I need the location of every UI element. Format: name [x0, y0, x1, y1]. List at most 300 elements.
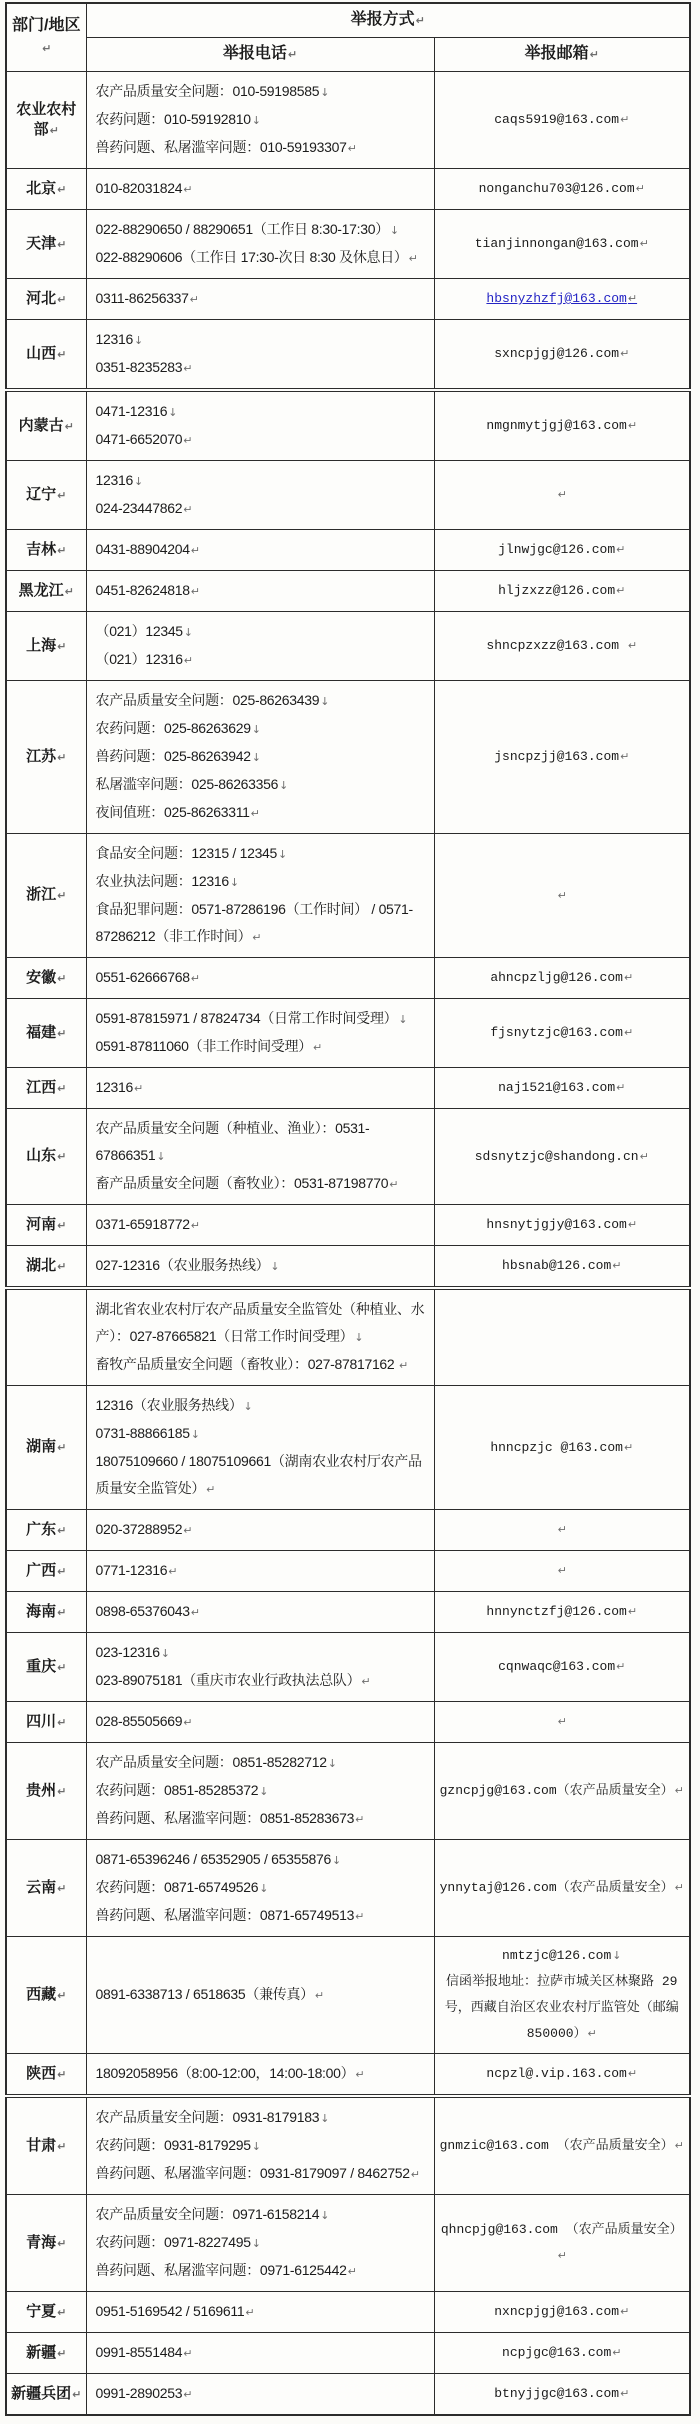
- phone-line: 18075109660 / 18075109661（湖南农业农村厅农产品质量安全监管处）↵: [95, 1453, 422, 1496]
- phone-cell: [86, 169, 434, 210]
- formatting-mark: ↵: [410, 2168, 420, 2181]
- report-contact-table: [5, 2, 691, 2416]
- email-cell: [434, 612, 690, 681]
- email-cell: [434, 958, 690, 999]
- email-line: [439, 1517, 686, 1543]
- email-cell: [434, 1743, 690, 1840]
- email-line: hbsnab@126.com↵: [502, 1258, 622, 1273]
- phone-line: 0891-6338713 / 6518635（兼传真）↵: [95, 1986, 325, 2002]
- phone-cell: [86, 72, 434, 169]
- formatting-mark: ↵: [183, 2388, 193, 2401]
- region-cell: 浙江↵: [6, 834, 86, 958]
- formatting-mark: ↵: [612, 2346, 622, 2359]
- formatting-mark: ↵: [57, 2139, 67, 2153]
- phone-cell: [86, 530, 434, 571]
- region-cell: 辽宁↵: [6, 461, 86, 530]
- formatting-mark: ↵: [57, 2305, 67, 2319]
- formatting-mark: ↵: [347, 142, 357, 155]
- email-cell: [434, 1840, 690, 1937]
- phone-line: 农产品质量安全问题：0971-6158214↓: [95, 2206, 330, 2222]
- email-cell: [434, 1592, 690, 1633]
- formatting-mark: ↵: [57, 2067, 67, 2081]
- formatting-mark: ↵: [389, 1178, 399, 1191]
- phone-cell: [86, 1840, 434, 1937]
- email-line: ncpzl@.vip.163.com↵: [486, 2066, 638, 2081]
- formatting-mark: ↓: [251, 723, 261, 736]
- phone-line: 农产品质量安全问题：0851-85282712↓: [95, 1754, 337, 1770]
- phone-line: 020-37288952↵: [95, 1521, 193, 1537]
- formatting-mark: ↵: [183, 183, 193, 196]
- email-cell: [434, 2374, 690, 2416]
- formatting-mark: ↵: [57, 1605, 67, 1619]
- formatting-mark: ↵: [674, 2139, 684, 2152]
- email-line: sdsnytzjc@shandong.cn↵: [474, 1148, 649, 1164]
- region-cell: 安徽↵: [6, 958, 86, 999]
- region-cell: 重庆↵: [6, 1633, 86, 1702]
- phone-line: 0311-86256337↵: [95, 290, 199, 306]
- formatting-mark: ↓: [251, 751, 261, 764]
- formatting-mark: ↵: [627, 292, 638, 305]
- formatting-mark: ↵: [64, 419, 74, 433]
- phone-cell: [86, 390, 434, 461]
- email-line: [439, 1709, 686, 1735]
- table-row: [6, 1551, 690, 1592]
- email-cell: [434, 1633, 690, 1702]
- formatting-mark: ↵: [183, 1716, 193, 1729]
- formatting-mark: ↵: [674, 1881, 684, 1894]
- formatting-mark: ↵: [190, 1219, 200, 1232]
- region-cell: 河北↵: [6, 279, 86, 320]
- phone-line: 农产品质量安全问题：010-59198585↓: [95, 83, 330, 99]
- region-cell: 吉林↵: [6, 530, 86, 571]
- phone-line: 兽药问题、私屠滥宰问题：0971-6125442↵: [95, 2262, 357, 2278]
- phone-cell: [86, 1109, 434, 1205]
- phone-cell: [86, 279, 434, 320]
- formatting-mark: ↓: [229, 876, 240, 889]
- formatting-mark: ↵: [408, 252, 418, 265]
- formatting-mark: ↵: [189, 293, 199, 306]
- table-row: [6, 169, 690, 210]
- phone-cell: [86, 612, 434, 681]
- formatting-mark: ↵: [133, 1082, 144, 1095]
- phone-line: 18092058956（8:00-12:00，14:00-18:00）↵: [95, 2065, 365, 2081]
- phone-line: 024-23447862↵: [95, 500, 193, 516]
- phone-line: 028-85505669↵: [95, 1713, 193, 1729]
- email-line: hljzxzz@126.com↵: [498, 583, 626, 598]
- email-line: shncpzxzz@163.com ↵: [486, 638, 638, 653]
- email-line: 信函举报地址：拉萨市城关区林聚路 29 号，西藏自治区农业农村厅监管处（邮编 850000）↵: [444, 1974, 679, 2041]
- table-row: [6, 1386, 690, 1510]
- phone-line: 农产品质量安全问题：025-86263439↓: [95, 692, 330, 708]
- formatting-mark: ↓: [190, 1428, 200, 1441]
- table-row: [6, 1840, 690, 1937]
- table-row: [6, 571, 690, 612]
- formatting-mark: ↵: [206, 1483, 216, 1496]
- table-row: [6, 1702, 690, 1743]
- formatting-mark: ↵: [183, 2347, 193, 2360]
- formatting-mark: ↵: [287, 48, 298, 61]
- formatting-mark: ↓: [133, 334, 144, 347]
- formatting-mark: ↓: [259, 1882, 269, 1895]
- formatting-mark: ↵: [557, 888, 567, 902]
- phone-line: 023-89075181（重庆市农业行政执法总队）↵: [95, 1672, 371, 1688]
- formatting-mark: ↓: [398, 1013, 408, 1026]
- table-row: [6, 2333, 690, 2374]
- phone-line: 农药问题：0931-8179295↓: [95, 2137, 261, 2153]
- report-table-body: [6, 72, 690, 2416]
- region-cell: 广西↵: [6, 1551, 86, 1592]
- header-row-1: [6, 3, 690, 38]
- phone-cell: [86, 1633, 434, 1702]
- formatting-mark: ↵: [190, 585, 200, 598]
- formatting-mark: ↵: [57, 750, 67, 764]
- phone-line: 022-88290650 / 88290651（工作日 8:30-17:30）↓: [95, 221, 400, 237]
- email-cell: [434, 1246, 690, 1289]
- region-cell: 宁夏↵: [6, 2292, 86, 2333]
- formatting-mark: ↵: [57, 1150, 67, 1163]
- email-line: nxncpjgj@163.com↵: [494, 2304, 630, 2319]
- formatting-mark: ↵: [557, 488, 567, 501]
- email-cell: [434, 2096, 690, 2195]
- formatting-mark: ↵: [674, 1784, 684, 1797]
- phone-cell: [86, 2292, 434, 2333]
- region-cell: 江西↵: [6, 1068, 86, 1109]
- table-row: [6, 461, 690, 530]
- table-row: [6, 834, 690, 958]
- formatting-mark: ↵: [57, 2346, 67, 2360]
- formatting-mark: ↵: [623, 1026, 634, 1039]
- region-cell: 山西↵: [6, 320, 86, 391]
- region-cell: 农业农村部↵: [6, 72, 86, 169]
- formatting-mark: ↵: [57, 543, 67, 557]
- phone-line: 0591-87811060（非工作时间受理）↵: [95, 1038, 323, 1054]
- email-cell: [434, 999, 690, 1068]
- header-method: 举报方式↵: [86, 3, 690, 38]
- email-line: ahncpzljg@126.com↵: [490, 970, 634, 985]
- phone-cell: [86, 999, 434, 1068]
- phone-cell: [86, 2054, 434, 2097]
- region-cell: 湖北↵: [6, 1246, 86, 1289]
- formatting-mark: ↵: [57, 488, 67, 502]
- formatting-mark: ↓: [278, 848, 288, 861]
- formatting-mark: ↵: [620, 750, 630, 763]
- phone-line: 027-12316（农业服务热线）↓: [95, 1257, 280, 1273]
- phone-line: 0351-8235283↵: [95, 359, 193, 375]
- email-line: btnyjjgc@163.com↵: [494, 2386, 630, 2401]
- phone-cell: [86, 2333, 434, 2374]
- email-cell: [434, 1702, 690, 1743]
- formatting-mark: ↵: [57, 1988, 67, 2002]
- formatting-mark: ↵: [355, 1813, 365, 1826]
- formatting-mark: ↓: [160, 1647, 170, 1660]
- region-cell: 西藏↵: [6, 1937, 86, 2054]
- email-link[interactable]: hbsnyzhzfj@163.com↵: [486, 291, 638, 306]
- phone-cell: [86, 2374, 434, 2416]
- region-cell: 内蒙古↵: [6, 390, 86, 461]
- formatting-mark: ↵: [589, 48, 599, 61]
- phone-cell: [86, 1743, 434, 1840]
- phone-line: 畜牧产品质量安全问题（畜牧业）：027-87817162 ↵: [95, 1356, 409, 1372]
- email-cell: [434, 2292, 690, 2333]
- formatting-mark: ↵: [57, 639, 67, 653]
- formatting-mark: ↵: [252, 931, 262, 944]
- formatting-mark: ↵: [627, 639, 638, 652]
- formatting-mark: ↵: [620, 113, 630, 126]
- phone-line: 农产品质量安全问题：0931-8179183↓: [95, 2109, 330, 2125]
- email-cell: [434, 1510, 690, 1551]
- formatting-mark: ↵: [616, 1660, 626, 1673]
- phone-cell: [86, 681, 434, 834]
- formatting-mark: ↵: [57, 347, 67, 361]
- email-line: sxncpjgj@126.com↵: [494, 346, 630, 361]
- phone-cell: [86, 1551, 434, 1592]
- table-row: [6, 72, 690, 169]
- phone-line: 0991-8551484↵: [95, 2344, 193, 2360]
- formatting-mark: ↵: [183, 503, 193, 516]
- table-row: [6, 958, 690, 999]
- region-cell: 陕西↵: [6, 2054, 86, 2097]
- formatting-mark: ↵: [620, 2305, 630, 2318]
- phone-line: 12316（农业服务热线）↓: [95, 1397, 253, 1413]
- region-cell: 新疆兵团↵: [6, 2374, 86, 2416]
- table-row: [6, 1246, 690, 1289]
- header-email: 举报邮箱↵: [434, 38, 690, 72]
- formatting-mark: ↵: [250, 807, 260, 820]
- email-line: cqnwaqc@163.com↵: [498, 1659, 626, 1674]
- email-line: ynnytaj@126.com（农产品质量安全）↵: [439, 1880, 684, 1895]
- formatting-mark: ↓: [156, 1150, 166, 1163]
- phone-line: 0591-87815971 / 87824734（日常工作时间受理）↓: [95, 1010, 408, 1026]
- email-cell: [434, 279, 690, 320]
- region-cell: 天津↵: [6, 210, 86, 279]
- region-cell: 福建↵: [6, 999, 86, 1068]
- email-line: gnmzic@163.com （农产品质量安全）↵: [439, 2138, 684, 2153]
- phone-cell: [86, 571, 434, 612]
- formatting-mark: ↵: [415, 14, 425, 27]
- table-row: [6, 612, 690, 681]
- table-row: [6, 1288, 690, 1386]
- phone-line: 兽药问题、私屠滥宰问题：0931-8179097 / 8462752↵: [95, 2165, 420, 2181]
- formatting-mark: ↵: [57, 889, 67, 902]
- formatting-mark: ↵: [57, 1660, 67, 1674]
- phone-line: 0951-5169542 / 5169611↵: [95, 2303, 255, 2319]
- table-row: [6, 1743, 690, 1840]
- formatting-mark: ↵: [72, 2387, 82, 2401]
- formatting-mark: ↵: [627, 419, 638, 432]
- phone-line: 农产品质量安全问题（种植业、渔业）：0531-67866351↓: [95, 1120, 370, 1163]
- email-line: [439, 482, 686, 508]
- phone-line: 农药问题：010-59192810↓: [95, 111, 261, 127]
- header-region: 部门/地区↵: [6, 3, 86, 72]
- phone-line: 0471-6652070↵: [95, 431, 193, 447]
- formatting-mark: ↵: [399, 1359, 409, 1372]
- formatting-mark: ↵: [361, 1675, 371, 1688]
- formatting-mark: ↵: [623, 1440, 634, 1454]
- email-cell: [434, 1288, 690, 1386]
- formatting-mark: ↵: [557, 2249, 567, 2262]
- formatting-mark: ↓: [332, 1854, 342, 1867]
- formatting-mark: ↓: [133, 475, 144, 488]
- email-line: [439, 1558, 686, 1584]
- email-cell: [434, 461, 690, 530]
- table-row: [6, 279, 690, 320]
- table-row: [6, 1592, 690, 1633]
- formatting-mark: ↓: [251, 2140, 261, 2153]
- formatting-mark: ↵: [42, 42, 52, 55]
- formatting-mark: ↵: [616, 584, 626, 597]
- phone-line: 0991-2890253↵: [95, 2385, 193, 2401]
- table-row: [6, 2374, 690, 2416]
- email-cell: [434, 1551, 690, 1592]
- phone-line: 兽药问题：025-86263942↓: [95, 748, 261, 764]
- formatting-mark: ↵: [183, 654, 194, 667]
- phone-line: 0431-88904204↵: [95, 541, 200, 557]
- phone-line: 0771-12316↵: [95, 1562, 178, 1578]
- formatting-mark: ↵: [312, 1041, 323, 1054]
- phone-line: 0371-65918772↵: [95, 1216, 200, 1232]
- table-row: [6, 530, 690, 571]
- formatting-mark: ↵: [57, 1081, 67, 1095]
- email-cell: [434, 1068, 690, 1109]
- formatting-mark: ↵: [347, 2265, 357, 2278]
- formatting-mark: ↓: [320, 695, 330, 708]
- phone-line: 兽药问题、私屠滥宰问题：0871-65749513↵: [95, 1907, 365, 1923]
- phone-cell: [86, 210, 434, 279]
- formatting-mark: ↵: [57, 1523, 67, 1537]
- formatting-mark: ↓: [612, 1949, 622, 1962]
- header-row-2: [6, 38, 690, 72]
- formatting-mark: ↵: [627, 1218, 638, 1231]
- email-cell: [434, 390, 690, 461]
- email-line: hnnynctzfj@126.com↵: [486, 1604, 638, 1619]
- table-row: [6, 1068, 690, 1109]
- formatting-mark: ↵: [635, 182, 645, 195]
- formatting-mark: ↵: [57, 1715, 67, 1729]
- phone-line: 12316↓: [95, 331, 144, 347]
- formatting-mark: ↵: [355, 1910, 365, 1923]
- email-line: qhncpjg@163.com （农产品质量安全）↵: [440, 2222, 683, 2262]
- email-cell: [434, 2054, 690, 2097]
- email-cell: [434, 1386, 690, 1510]
- formatting-mark: ↵: [57, 1881, 67, 1895]
- phone-line: 0451-82624818↵: [95, 582, 200, 598]
- formatting-mark: ↵: [623, 971, 634, 984]
- formatting-mark: ↵: [190, 1606, 200, 1619]
- formatting-mark: ↵: [183, 434, 193, 447]
- table-row: [6, 2054, 690, 2097]
- email-line: gzncpjg@163.com（农产品质量安全）↵: [439, 1783, 684, 1798]
- formatting-mark: ↵: [557, 1564, 567, 1577]
- email-line: nonganchu703@126.com↵: [478, 181, 645, 196]
- formatting-mark: ↓: [251, 2237, 261, 2250]
- formatting-mark: ↵: [57, 182, 67, 196]
- formatting-mark: ↵: [245, 2306, 255, 2319]
- phone-line: 农药问题：025-86263629↓: [95, 720, 261, 736]
- email-line: ncpjgc@163.com↵: [502, 2345, 622, 2360]
- formatting-mark: ↵: [183, 1524, 193, 1537]
- phone-line: 农药问题：0871-65749526↓: [95, 1879, 269, 1895]
- table-row: [6, 2096, 690, 2195]
- region-cell: 甘肃↵: [6, 2096, 86, 2195]
- phone-cell: [86, 2096, 434, 2195]
- formatting-mark: ↵: [639, 237, 649, 250]
- email-line: [439, 286, 686, 312]
- formatting-mark: ↵: [57, 971, 67, 985]
- formatting-mark: ↓: [251, 114, 261, 127]
- email-line: jlnwjgc@126.com↵: [498, 542, 626, 557]
- table-row: [6, 2292, 690, 2333]
- phone-line: 0731-88866185↓: [95, 1425, 200, 1441]
- email-cell: [434, 1109, 690, 1205]
- email-line: naj1521@163.com↵: [498, 1080, 626, 1095]
- region-cell: 青海↵: [6, 2195, 86, 2292]
- formatting-mark: ↵: [616, 1081, 626, 1094]
- email-cell: [434, 2333, 690, 2374]
- formatting-mark: ↓: [354, 1331, 364, 1344]
- formatting-mark: ↵: [190, 544, 200, 557]
- phone-cell: [86, 1068, 434, 1109]
- email-cell: [434, 681, 690, 834]
- email-cell: [434, 571, 690, 612]
- phone-cell: [86, 1592, 434, 1633]
- email-line: caqs5919@163.com↵: [494, 112, 630, 127]
- formatting-mark: ↓: [327, 1757, 337, 1770]
- phone-line: 0471-12316↓: [95, 403, 178, 419]
- formatting-mark: ↓: [389, 224, 400, 237]
- formatting-mark: ↵: [57, 1441, 67, 1454]
- table-row: [6, 999, 690, 1068]
- region-cell: 江苏↵: [6, 681, 86, 834]
- phone-line: 12316↓: [95, 472, 144, 488]
- phone-line: 食品安全问题：12315 / 12345↓: [95, 845, 288, 861]
- email-cell: [434, 1937, 690, 2054]
- table-row: [6, 1205, 690, 1246]
- table-header: [6, 3, 690, 72]
- email-cell: [434, 169, 690, 210]
- formatting-mark: ↓: [320, 86, 330, 99]
- region-cell: 新疆↵: [6, 2333, 86, 2374]
- phone-line: 畜产品质量安全问题（畜牧业）：0531-87198770↵: [95, 1175, 399, 1191]
- phone-cell: [86, 958, 434, 999]
- formatting-mark: ↓: [259, 1785, 269, 1798]
- phone-line: 农业执法问题：12316↓: [95, 873, 240, 889]
- phone-line: 夜间值班：025-86263311↵: [95, 804, 260, 820]
- formatting-mark: ↵: [57, 1784, 67, 1798]
- formatting-mark: ↵: [557, 1715, 567, 1728]
- phone-line: 湖北省农业农村厅农产品质量安全监管处（种植业、水产）：027-87665821（日常工作时间受理）↓: [95, 1301, 425, 1344]
- region-cell: 贵州↵: [6, 1743, 86, 1840]
- formatting-mark: ↵: [57, 237, 67, 251]
- formatting-mark: ↓: [279, 779, 289, 792]
- table-row: [6, 681, 690, 834]
- table-row: [6, 1633, 690, 1702]
- formatting-mark: ↵: [620, 2387, 630, 2400]
- table-row: [6, 1109, 690, 1205]
- formatting-mark: ↵: [57, 1218, 67, 1232]
- email-line: hnncpzjc @163.com↵: [490, 1439, 634, 1455]
- phone-line: （021）12316↵: [95, 651, 194, 667]
- email-line: fjsnytzjc@163.com↵: [490, 1025, 634, 1040]
- phone-line: （021）12345↓: [95, 623, 194, 639]
- header-phone: 举报电话↵: [86, 38, 434, 72]
- formatting-mark: ↵: [620, 347, 630, 360]
- region-cell: 北京↵: [6, 169, 86, 210]
- table-row: [6, 320, 690, 391]
- formatting-mark: ↓: [168, 406, 178, 419]
- email-cell: [434, 834, 690, 958]
- region-cell: 山东↵: [6, 1109, 86, 1205]
- phone-line: 12316↵: [95, 1079, 144, 1095]
